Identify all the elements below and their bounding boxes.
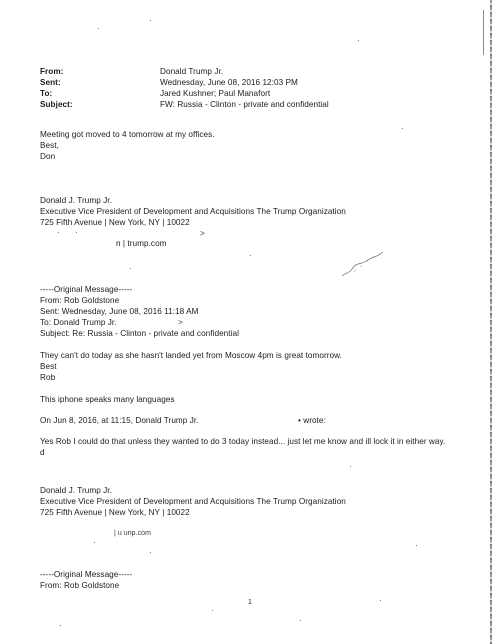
signature-title: Executive Vice President of Development and Acquisitions The Trump Organization	[40, 207, 346, 216]
scan-edge-mark	[483, 10, 484, 55]
signature-name: Donald J. Trump Jr.	[40, 196, 112, 205]
subject-label: Subject:	[40, 100, 73, 109]
to-label: To:	[40, 89, 53, 98]
signature-name: Donald J. Trump Jr.	[40, 486, 112, 495]
signature-arrow: >	[200, 229, 205, 238]
original-heading: -----Original Message-----	[40, 285, 133, 294]
signature-web: n | trump.com	[116, 239, 167, 248]
original-subject: Subject: Re: Russia - Clinton - private and confidential	[40, 329, 239, 338]
sent-value: Wednesday, June 08, 2016 12:03 PM	[160, 78, 298, 87]
pen-mark	[340, 250, 385, 280]
message-line: Rob	[40, 373, 56, 382]
body-line: Don	[40, 152, 56, 161]
original-sent: Sent: Wednesday, June 08, 2016 11:18 AM	[40, 307, 199, 316]
signature-address: 725 Fifth Avenue | New York, NY | 10022	[40, 218, 190, 227]
signature-web: | u unp.com	[114, 530, 151, 537]
original-from: From: Rob Goldstone	[40, 581, 120, 590]
quote-tail: • wrote:	[298, 416, 326, 425]
message-line: Best	[40, 362, 57, 371]
signature-title: Executive Vice President of Development and Acquisitions The Trump Organization	[40, 497, 346, 506]
scan-edge	[490, 0, 492, 644]
message-line: This iphone speaks many languages	[40, 395, 175, 404]
page-number: 1	[248, 599, 252, 606]
from-label: From:	[40, 67, 64, 76]
from-value: Donald Trump Jr.	[160, 67, 224, 76]
message-line: They can't do today as she hasn't landed yet from Moscow 4pm is great tomorrow.	[40, 351, 342, 360]
original-heading: -----Original Message-----	[40, 570, 133, 579]
body-line: Best,	[40, 141, 59, 150]
signature-address: 725 Fifth Avenue | New York, NY | 10022	[40, 508, 190, 517]
original-to: To: Donald Trump Jr.	[40, 318, 117, 327]
reply-line: Yes Rob I could do that unless they wanted to do 3 today instead... just let me know and ill lock it in either way.	[40, 437, 446, 446]
quote-lead: On Jun 8, 2016, at 11:15, Donald Trump Jr.	[40, 416, 199, 425]
original-from: From: Rob Goldstone	[40, 296, 120, 305]
body-line: Meeting got moved to 4 tomorrow at my offices.	[40, 130, 215, 139]
to-value: Jared Kushner; Paul Manafort	[160, 89, 271, 98]
original-to-arrow: >	[178, 318, 183, 327]
subject-value: FW: Russia - Clinton - private and confidential	[160, 100, 329, 109]
sent-label: Sent:	[40, 78, 61, 87]
reply-line: d	[40, 448, 45, 457]
